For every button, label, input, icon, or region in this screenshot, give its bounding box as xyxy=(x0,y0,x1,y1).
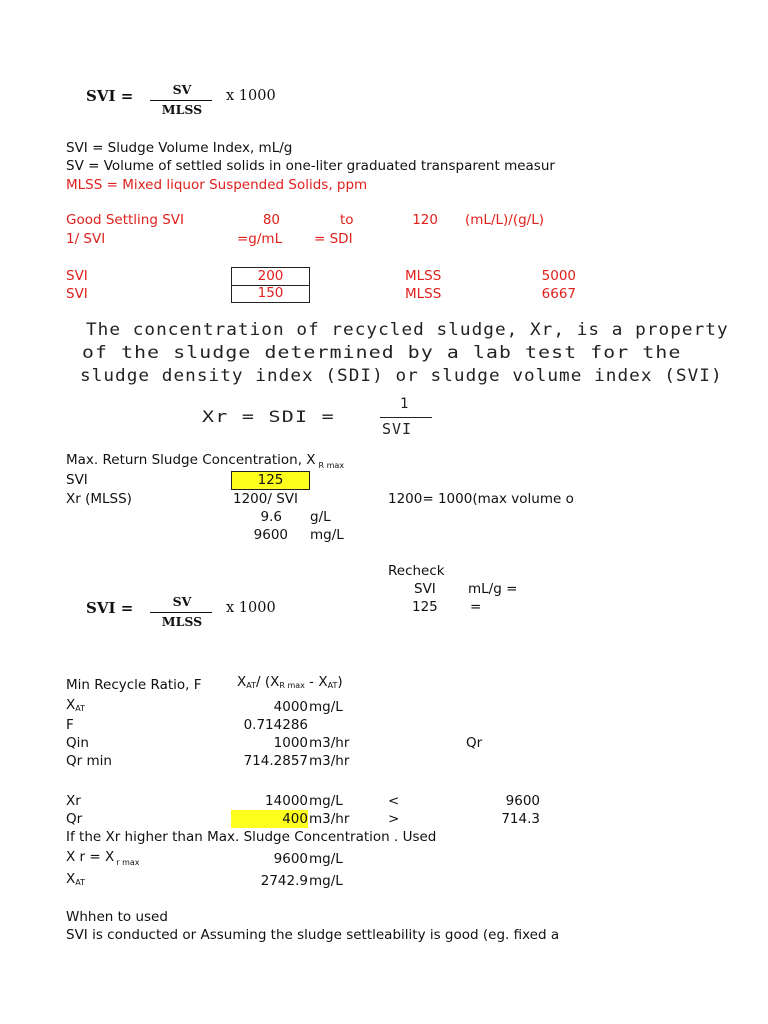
max-return-note: 1200= 1000(max volume o xyxy=(388,491,574,507)
recycle-formula-sub-at2: AT xyxy=(327,681,338,690)
definition-svi: SVI = Sludge Volume Index, mL/g xyxy=(66,140,293,156)
max-return-title-subscript: R max xyxy=(318,461,345,470)
compare-qr-label: Qr xyxy=(66,811,83,827)
formula-multiplier: x 1000 xyxy=(226,88,276,104)
formula-numerator: SV xyxy=(172,594,192,609)
formula-multiplier: x 1000 xyxy=(226,600,276,616)
svi-row-2-mlss-value: 6667 xyxy=(541,286,576,302)
sdi-eq: = SDI xyxy=(314,231,353,247)
sdi-label: 1/ SVI xyxy=(66,231,106,247)
xat-label-sub: AT xyxy=(75,704,85,713)
footer-when: Whhen to used xyxy=(66,909,168,925)
max-return-svi-value: 125 xyxy=(231,471,310,490)
svi-row-2-mlss-label: MLSS xyxy=(405,286,442,302)
svi-row-1-mlss-label: MLSS xyxy=(405,268,442,284)
max-return-title xyxy=(66,452,344,470)
handwritten-line-3: sludge density index (SDI) or sludge volume index (SVI) xyxy=(80,366,723,386)
good-settling-high: 120 xyxy=(412,212,438,228)
formula-lhs: SVI = xyxy=(86,599,134,617)
max-return-svi-label: SVI xyxy=(66,472,88,488)
max-return-unit-mgl: mg/L xyxy=(310,527,344,543)
qin-label: Qin xyxy=(66,735,89,751)
f-value: 0.714286 xyxy=(243,717,308,733)
definition-sv: SV = Volume of settled solids in one-liter graduated transparent measur xyxy=(66,158,555,174)
handwritten-fraction-bar xyxy=(380,417,432,418)
xr-rmax-label-sub: r max xyxy=(116,858,140,867)
formula-lhs: SVI = xyxy=(86,87,134,105)
qrmin-value: 714.2857 xyxy=(243,753,308,769)
recycle-formula-close: ) xyxy=(337,674,343,690)
compare-qr-unit: m3/hr xyxy=(309,811,350,827)
recycle-formula xyxy=(237,674,343,694)
compare-xr-cmp: 9600 xyxy=(505,793,540,809)
f-label: F xyxy=(66,717,74,733)
handwritten-equation-left: Xr = SDI = xyxy=(202,407,335,426)
recycle-title: Min Recycle Ratio, F xyxy=(66,677,202,693)
max-return-unit-gl: g/L xyxy=(310,509,331,525)
compare-xr-value: 14000 xyxy=(265,793,308,809)
qr-label: Qr xyxy=(466,735,483,751)
xat-unit: mg/L xyxy=(309,699,343,715)
compare-qr-value: 400 xyxy=(282,811,308,827)
formula-fraction-bar xyxy=(150,100,212,101)
good-settling-label: Good Settling SVI xyxy=(66,212,185,228)
xr-rmax-unit: mg/L xyxy=(309,851,343,867)
max-return-xr-label: Xr (MLSS) xyxy=(66,491,132,507)
compare-qr-op: > xyxy=(388,811,400,827)
max-return-val-gl: 9.6 xyxy=(260,509,282,525)
qin-unit: m3/hr xyxy=(309,735,350,751)
svi-row-1-value: 200 xyxy=(231,267,310,286)
svi-row-1-label: SVI xyxy=(66,268,88,284)
recycle-formula-sub-at: AT xyxy=(246,681,256,690)
formula-denominator: MLSS xyxy=(161,614,203,629)
formula-denominator: MLSS xyxy=(161,102,203,117)
xat2-value: 2742.9 xyxy=(260,873,308,889)
sdi-value: =g/mL xyxy=(237,231,283,247)
handwritten-note-image xyxy=(62,316,768,442)
compare-xr-op: < xyxy=(388,793,400,809)
svi-formula-top xyxy=(86,80,306,126)
qrmin-unit: m3/hr xyxy=(309,753,350,769)
definition-mlss: MLSS = Mixed liquor Suspended Solids, ppm xyxy=(66,177,368,193)
compare-xr-unit: mg/L xyxy=(309,793,343,809)
recheck-svi-label: SVI xyxy=(414,581,436,597)
xat-value: 4000 xyxy=(273,699,308,715)
recycle-formula-x: X xyxy=(237,674,247,690)
handwritten-line-1: The concentration of recycled sludge, Xr, is a property xyxy=(86,320,729,340)
good-settling-low: 80 xyxy=(262,212,280,228)
svi-row-2-label: SVI xyxy=(66,286,88,302)
recheck-eq: = xyxy=(470,599,482,615)
recheck-unit: mL/g = xyxy=(468,581,518,597)
recycle-formula-sub-rmax: R max xyxy=(279,681,305,690)
recycle-formula-minus: - X xyxy=(304,674,328,690)
compare-qr-cmp: 714.3 xyxy=(501,811,540,827)
xat2-label-sub: AT xyxy=(75,878,85,887)
recycle-formula-div: / (X xyxy=(256,674,280,690)
xat2-label xyxy=(66,871,85,891)
svi-row-1-mlss-value: 5000 xyxy=(541,268,576,284)
recheck-title: Recheck xyxy=(388,563,445,579)
qrmin-label: Qr min xyxy=(66,753,112,769)
qin-value: 1000 xyxy=(273,735,308,751)
handwritten-equation-denominator: SVI xyxy=(382,420,413,438)
max-return-xr-formula: 1200/ SVI xyxy=(233,491,298,507)
xr-rmax-label xyxy=(66,849,140,867)
compare-note: If the Xr higher than Max. Sludge Concentration . Used xyxy=(66,829,437,845)
svi-formula-bottom xyxy=(86,592,306,638)
good-settling-to: to xyxy=(340,212,354,228)
footer-line: SVI is conducted or Assuming the sludge settleability is good (eg. fixed a xyxy=(66,927,560,943)
good-settling-unit: (mL/L)/(g/L) xyxy=(465,212,544,228)
xr-rmax-value: 9600 xyxy=(273,851,308,867)
xat2-label-x: X xyxy=(66,871,76,887)
handwritten-equation-numerator: 1 xyxy=(400,396,410,412)
compare-xr-label: Xr xyxy=(66,793,81,809)
formula-fraction-bar xyxy=(150,612,212,613)
xat-label-x: X xyxy=(66,697,76,713)
xr-rmax-label-text: X r = X xyxy=(66,849,115,865)
max-return-val-mgl: 9600 xyxy=(253,527,288,543)
handwritten-line-2: of the sludge determined by a lab test for the xyxy=(82,343,682,363)
max-return-title-text: Max. Return Sludge Concentration, X xyxy=(66,452,316,468)
xat-label xyxy=(66,697,85,717)
svi-row-2-value: 150 xyxy=(231,285,310,303)
xat2-unit: mg/L xyxy=(309,873,343,889)
formula-numerator: SV xyxy=(172,82,192,97)
recheck-value: 125 xyxy=(412,599,438,615)
